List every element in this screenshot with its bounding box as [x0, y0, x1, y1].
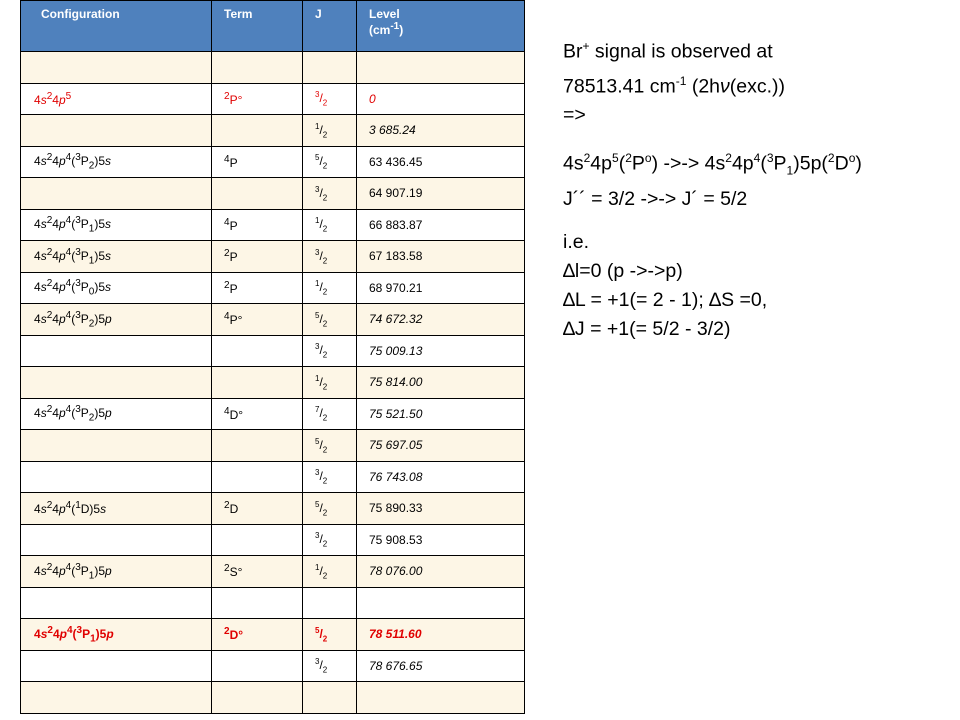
cell-level: 75 009.13	[357, 335, 525, 367]
cell-configuration	[21, 430, 212, 462]
note-line-1: Br+ signal is observed at	[563, 39, 773, 63]
cell-j: $^5/_2$	[303, 304, 357, 336]
cell-level: 78 676.65	[357, 650, 525, 682]
note-line-3: =>	[563, 104, 586, 126]
cell-level: 75 890.33	[357, 493, 525, 525]
cell-level: 66 883.87	[357, 209, 525, 241]
cell-j: $^5/_2$	[303, 619, 357, 651]
table-row	[21, 619, 525, 651]
cell-term: $^2$S°	[212, 556, 303, 588]
cell-configuration: $4s^24p^4(^1D)5s$	[21, 493, 212, 525]
note-line-9: ∆J = +1(= 5/2 - 3/2)	[563, 318, 731, 341]
cell-j: $^1/_2$	[303, 115, 357, 147]
table-row	[21, 272, 525, 304]
table-row	[21, 461, 525, 493]
cell-term	[212, 461, 303, 493]
cell-j: $^3/_2$	[303, 335, 357, 367]
cell-j: $^3/_2$	[303, 461, 357, 493]
cell-j: $^3/_2$	[303, 650, 357, 682]
cell-level: 75 908.53	[357, 524, 525, 556]
table-row	[21, 115, 525, 147]
cell-level: 78 511.60	[357, 619, 525, 651]
cell-term	[212, 52, 303, 84]
cell-configuration: $4s^24p^4(^3P_1)5s$	[21, 241, 212, 273]
cell-configuration: $4s^24p^4(^3P_1)5p$	[21, 556, 212, 588]
cell-level: 68 970.21	[357, 272, 525, 304]
table-row	[21, 335, 525, 367]
header-term: Term	[212, 1, 303, 52]
cell-j: $^3/_2$	[303, 83, 357, 115]
cell-level: 78 076.00	[357, 556, 525, 588]
note-line-6: i.e.	[563, 231, 590, 254]
cell-j: $^1/_2$	[303, 367, 357, 399]
cell-configuration: $4s^24p^4(^3P_0)5s$	[21, 272, 212, 304]
cell-j: $^3/_2$	[303, 241, 357, 273]
header-level	[357, 1, 525, 52]
header-j: J	[303, 1, 357, 52]
cell-level: 0	[357, 83, 525, 115]
cell-j	[303, 52, 357, 84]
cell-term: $^2$P	[212, 272, 303, 304]
header-level-label: Level	[369, 7, 400, 21]
header-configuration: Configuration	[21, 1, 212, 52]
cell-j	[303, 682, 357, 714]
table-row	[21, 83, 525, 115]
table-row	[21, 209, 525, 241]
table-row	[21, 682, 525, 714]
cell-term	[212, 430, 303, 462]
cell-j	[303, 587, 357, 619]
cell-term: $^4$P	[212, 146, 303, 178]
note-line-5: J´´ = 3/2 ->-> J´ = 5/2	[563, 188, 748, 211]
cell-configuration	[21, 52, 212, 84]
table-row	[21, 241, 525, 273]
cell-configuration	[21, 178, 212, 210]
cell-j: $^5/_2$	[303, 430, 357, 462]
cell-j: $^1/_2$	[303, 272, 357, 304]
cell-level	[357, 52, 525, 84]
cell-term	[212, 115, 303, 147]
table-row	[21, 304, 525, 336]
cell-term: $^2$D	[212, 493, 303, 525]
cell-configuration	[21, 367, 212, 399]
cell-level: 76 743.08	[357, 461, 525, 493]
cell-level: 63 436.45	[357, 146, 525, 178]
notes-panel	[563, 32, 953, 344]
cell-term: $^2$D°	[212, 619, 303, 651]
cell-configuration: $4s^24p^4(^3P_1)5p$	[21, 619, 212, 651]
cell-level: 75 697.05	[357, 430, 525, 462]
cell-term: $^4$P	[212, 209, 303, 241]
cell-term: $^2$P	[212, 241, 303, 273]
cell-configuration: $4s^24p^4(^3P_2)5s$	[21, 146, 212, 178]
cell-level	[357, 682, 525, 714]
cell-j: $^3/_2$	[303, 524, 357, 556]
table-row	[21, 367, 525, 399]
cell-configuration	[21, 335, 212, 367]
note-line-2: 78513.41 $cm^{-1}$ (2hν(exc.))	[563, 73, 786, 97]
note-line-4: $4s^24p^5(^2P^o)$ ->-> $4s^24p^4(^3P_1)5p(^2D^o)$	[563, 151, 862, 178]
table-row	[21, 52, 525, 84]
cell-level: 67 183.58	[357, 241, 525, 273]
cell-level: 74 672.32	[357, 304, 525, 336]
cell-configuration	[21, 524, 212, 556]
cell-configuration: $4s^24p^5$	[21, 83, 212, 115]
cell-configuration	[21, 115, 212, 147]
table-row	[21, 178, 525, 210]
table-row	[21, 146, 525, 178]
cell-j: $^5/_2$	[303, 493, 357, 525]
cell-term	[212, 650, 303, 682]
cell-level	[357, 587, 525, 619]
cell-term: $^4$P°	[212, 304, 303, 336]
cell-j: $^7/_2$	[303, 398, 357, 430]
table-row	[21, 493, 525, 525]
cell-configuration	[21, 650, 212, 682]
cell-j: $^5/_2$	[303, 146, 357, 178]
cell-term: $^4$D°	[212, 398, 303, 430]
cell-term	[212, 367, 303, 399]
cell-level: 75 521.50	[357, 398, 525, 430]
cell-term	[212, 524, 303, 556]
cell-configuration	[21, 461, 212, 493]
cell-j: $^1/_2$	[303, 209, 357, 241]
header-level-unit: $(cm^{-1})$	[369, 21, 404, 37]
cell-level: 3 685.24	[357, 115, 525, 147]
note-line-8: ∆L = +1(= 2 - 1); ∆S =0,	[563, 289, 768, 312]
cell-configuration: $4s^24p^4(^3P_1)5s$	[21, 209, 212, 241]
cell-term	[212, 587, 303, 619]
cell-term	[212, 178, 303, 210]
table-row	[21, 524, 525, 556]
table-row	[21, 556, 525, 588]
cell-configuration	[21, 587, 212, 619]
cell-j: $^3/_2$	[303, 178, 357, 210]
energy-level-table	[20, 0, 525, 714]
cell-j: $^1/_2$	[303, 556, 357, 588]
cell-configuration: $4s^24p^4(^3P_2)5p$	[21, 398, 212, 430]
table-header-row	[21, 1, 525, 52]
table-row	[21, 587, 525, 619]
cell-term	[212, 682, 303, 714]
cell-term	[212, 335, 303, 367]
cell-configuration	[21, 682, 212, 714]
table-row	[21, 430, 525, 462]
cell-level: 75 814.00	[357, 367, 525, 399]
note-line-7: ∆l=0 (p ->->p)	[563, 260, 683, 283]
cell-term: $^2$P°	[212, 83, 303, 115]
table-row	[21, 650, 525, 682]
table-row	[21, 398, 525, 430]
cell-level: 64 907.19	[357, 178, 525, 210]
cell-configuration: $4s^24p^4(^3P_2)5p$	[21, 304, 212, 336]
